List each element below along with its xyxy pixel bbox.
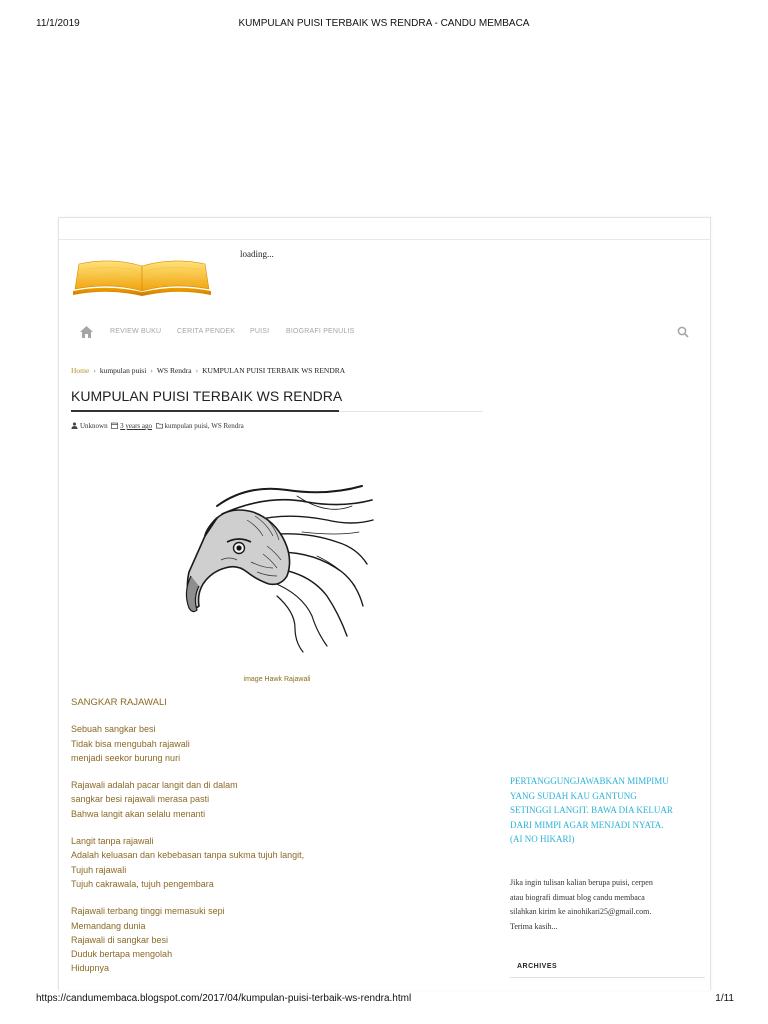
- post-labels[interactable]: kumpulan puisi, WS Rendra: [164, 422, 244, 430]
- print-title: KUMPULAN PUISI TERBAIK WS RENDRA - CANDU MEMBACA: [238, 18, 530, 29]
- poem-body: [71, 696, 491, 989]
- post-meta: [71, 422, 244, 430]
- print-header: [0, 0, 768, 30]
- quote-line: PERTANGGUNGJAWABKAN MIMPIMU: [510, 776, 669, 786]
- post-date[interactable]: 3 years ago: [120, 422, 153, 430]
- poem-stanza: [71, 834, 491, 891]
- quote-line: YANG SUDAH KAU GANTUNG: [510, 790, 637, 801]
- poem-line: Langit tanpa rajawali: [71, 836, 154, 847]
- nav-item-review-buku[interactable]: REVIEW BUKU: [110, 328, 162, 335]
- breadcrumb-item-ws-rendra[interactable]: WS Rendra: [156, 366, 192, 375]
- poem-title: SANGKAR RAJAWALI: [71, 697, 167, 708]
- archives-divider: [510, 977, 705, 978]
- breadcrumb-item-kumpulan-puisi[interactable]: kumpulan puisi: [99, 366, 147, 375]
- title-underline: [71, 410, 339, 412]
- note-line: Jika ingin tulisan kalian berupa puisi, cerpen: [510, 878, 653, 887]
- poem-line: Hidupnya: [71, 963, 110, 974]
- hawk-illustration: [177, 476, 377, 656]
- breadcrumb-current: KUMPULAN PUISI TERBAIK WS RENDRA: [202, 366, 346, 375]
- poem-stanza: [71, 904, 491, 975]
- print-url[interactable]: https://candumembaca.blogspot.com/2017/04/kumpulan-puisi-terbaik-ws-rendra.html: [36, 993, 412, 1004]
- note-line: silahkan kirim ke ainohikari25@gmail.com.: [510, 907, 652, 916]
- nav-item-cerita-pendek[interactable]: CERITA PENDEK: [177, 328, 236, 335]
- poem-line: Tujuh cakrawala, tujuh pengembara: [71, 878, 214, 889]
- print-footer: [0, 990, 768, 1010]
- poem-stanza: [71, 778, 491, 821]
- loading-text: loading...: [240, 249, 274, 259]
- breadcrumb-separator: ›: [195, 366, 199, 375]
- sidebar-submission-note: [510, 876, 700, 934]
- poem-line: Tujuh rajawali: [71, 864, 127, 875]
- poem-line: Tidak bisa mengubah rajawali: [71, 738, 190, 749]
- breadcrumb-separator: ›: [93, 366, 96, 375]
- poem-stanza: [71, 722, 491, 765]
- open-book-icon[interactable]: [71, 258, 213, 298]
- note-line: Terima kasih...: [510, 921, 558, 931]
- calendar-icon: [111, 422, 118, 429]
- archives-heading: ARCHIVES: [517, 963, 558, 970]
- poem-line: menjadi seekor burung nuri: [71, 752, 181, 763]
- post-title: KUMPULAN PUISI TERBAIK WS RENDRA: [71, 388, 343, 404]
- poem-line: Duduk bertapa mengolah: [71, 949, 173, 960]
- post-author[interactable]: Unknown: [80, 422, 108, 430]
- poem-line: Rajawali di sangkar besi: [71, 934, 169, 945]
- folder-icon: [156, 422, 163, 429]
- breadcrumb: [71, 366, 345, 375]
- quote-line: DARI MIMPI AGAR MENJADI NYATA.: [510, 819, 664, 830]
- print-date: 11/1/2019: [36, 18, 80, 29]
- poem-line: sangkar besi rajawali merasa pasti: [71, 794, 210, 805]
- note-line: atau biografi dimuat blog candu membaca: [510, 892, 645, 902]
- breadcrumb-separator: ›: [150, 366, 153, 375]
- poem-line: Sebuah sangkar besi: [71, 724, 156, 735]
- breadcrumb-home[interactable]: Home: [71, 366, 90, 375]
- print-page-number: 1/11: [715, 993, 734, 1004]
- home-icon[interactable]: [79, 325, 94, 339]
- user-icon: [71, 422, 78, 429]
- nav-item-biografi-penulis[interactable]: BIOGRAFI PENULIS: [286, 328, 355, 335]
- image-caption: image Hawk Rajawali: [243, 676, 311, 683]
- poem-line: Memandang dunia: [71, 920, 146, 931]
- nav-item-puisi[interactable]: PUISI: [250, 328, 270, 335]
- quote-line: (AI NO HIKARI): [510, 834, 575, 844]
- search-icon[interactable]: [677, 326, 689, 338]
- blog-page: [58, 217, 711, 990]
- poem-line: Rajawali terbang tinggi memasuki sepi: [71, 906, 225, 917]
- poem-line: Rajawali adalah pacar langit dan di dalam: [71, 780, 238, 791]
- sidebar-quote: [510, 774, 705, 847]
- poem-line: Adalah keluasan dan kebebasan tanpa sukma tujuh langit,: [71, 850, 305, 861]
- top-bar-divider: [59, 239, 710, 240]
- main-nav: [59, 318, 710, 348]
- poem-line: Bahwa langit akan selalu menanti: [71, 808, 206, 819]
- quote-line: SETINGGI LANGIT. BAWA DIA KELUAR: [510, 805, 673, 815]
